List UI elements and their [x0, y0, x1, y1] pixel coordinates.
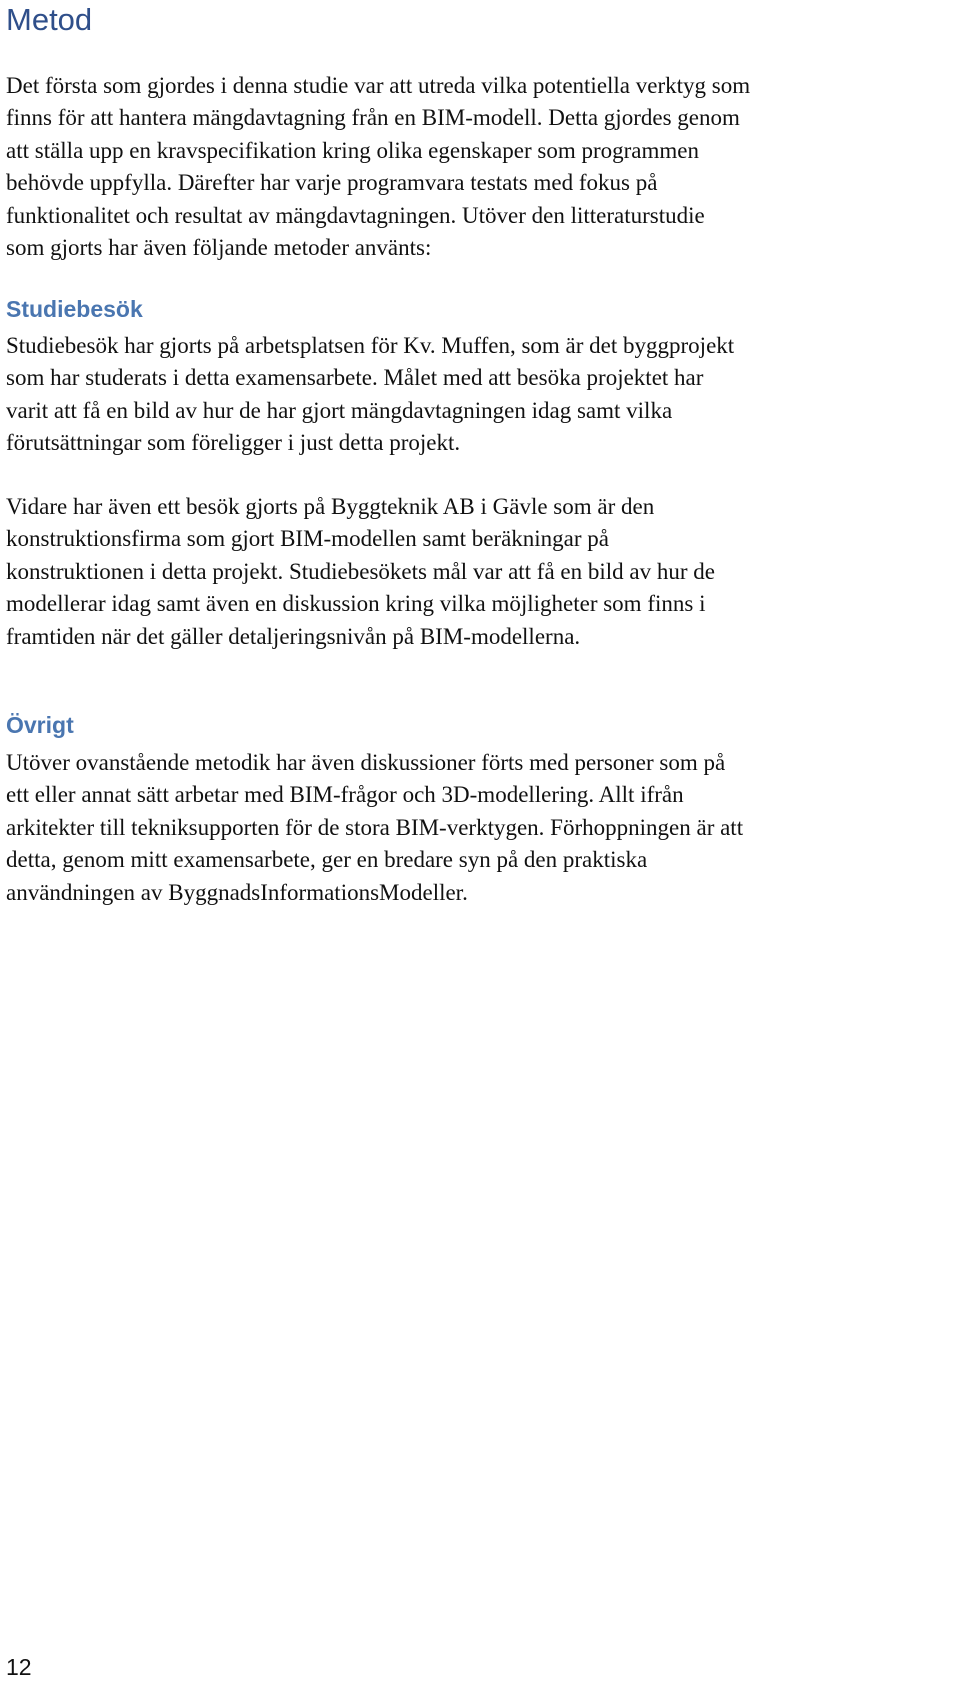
studiebesok-paragraph-1 — [6, 330, 956, 460]
studiebesok-paragraph-2 — [6, 491, 956, 653]
text-line: förutsättningar som föreligger i just detta projekt. — [6, 430, 461, 456]
text-line: behövde uppfylla. Därefter har varje programvara testats med fokus på — [6, 170, 658, 196]
text-line: Utöver ovanstående metodik har även diskussioner förts med personer som på — [6, 750, 726, 775]
text-line: Vidare har även ett besök gjorts på Byggteknik AB i Gävle som är den — [6, 494, 655, 519]
text-line: konstruktionsfirma som gjort BIM-modellen samt beräkningar på — [6, 526, 609, 552]
text-line: som har studerats i detta examensarbete. Målet med att besöka projektet har — [6, 365, 704, 391]
text-line: modellerar idag samt även en diskussion kring vilka möjligheter som finns i — [6, 591, 706, 617]
text-line: användningen av ByggnadsInformationsModeller. — [6, 879, 468, 905]
text-line: finns för att hantera mängdavtagning från en BIM-modell. Detta gjordes genom — [6, 105, 740, 131]
section-heading-ovrigt: Övrigt — [6, 712, 74, 738]
text-line: arkitekter till tekniksupporten för de stora BIM-verktygen. Förhoppningen är att — [6, 814, 744, 840]
text-line: ett eller annat sätt arbetar med BIM-frågor och 3D-modellering. Allt ifrån — [6, 782, 684, 808]
text-line: Det första som gjordes i denna studie var att utreda vilka potentiella verktyg som — [6, 73, 751, 98]
ovrigt-paragraph — [6, 747, 956, 909]
page-number: 12 — [6, 1654, 32, 1680]
text-line: framtiden när det gäller detaljeringsnivån på BIM-modellerna. — [6, 623, 581, 649]
text-line: som gjorts har även följande metoder använts: — [6, 235, 432, 261]
text-line: varit att få en bild av hur de har gjort mängdavtagningen idag samt vilka — [6, 397, 673, 423]
intro-paragraph — [6, 70, 956, 264]
text-line: Studiebesök har gjorts på arbetsplatsen för Kv. Muffen, som är det byggprojekt — [6, 333, 735, 358]
page-title: Metod — [6, 2, 93, 37]
section-heading-studiebesok: Studiebesök — [6, 296, 143, 322]
text-line: att ställa upp en kravspecifikation kring olika egenskaper som programmen — [6, 137, 699, 163]
text-line: detta, genom mitt examensarbete, ger en bredare syn på den praktiska — [6, 847, 648, 873]
text-line: konstruktionen i detta projekt. Studiebesökets mål var att få en bild av hur de — [6, 558, 715, 584]
text-line: funktionalitet och resultat av mängdavtagningen. Utöver den litteraturstudie — [6, 202, 705, 228]
